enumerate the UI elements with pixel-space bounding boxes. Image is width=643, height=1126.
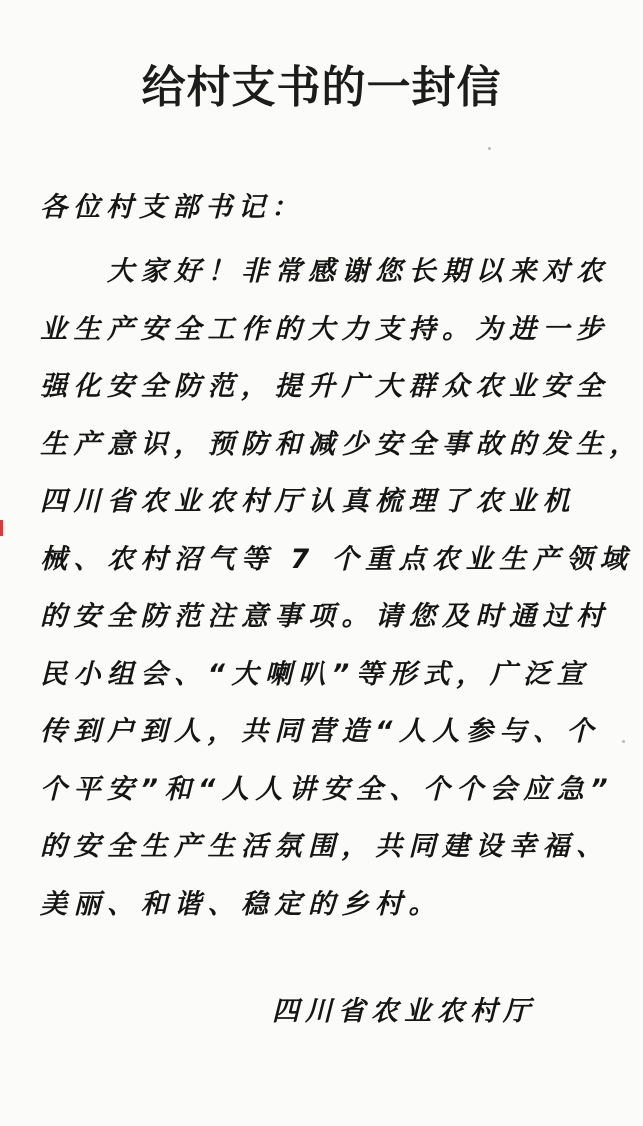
edge-mark (0, 520, 3, 536)
body-line: 的安全防范注意事项。请您及时通过村 (40, 601, 610, 632)
letter-signature: 四川省农业农村厅 (272, 996, 536, 1027)
body-line: 的安全生产生活氛围，共同建设幸福、 (40, 831, 610, 862)
scan-speck (488, 147, 491, 150)
body-line: 传到户到人，共同营造“人人参与、个 (40, 716, 600, 747)
body-line: 强化安全防范，提升广大群众农业安全 (40, 371, 610, 402)
body-line: 个平安”和“人人讲安全、个个会应急” (40, 773, 615, 805)
body-line: 业生产安全工作的大力支持。为进一步 (40, 313, 610, 345)
letter-title: 给村支书的一封信 (141, 62, 502, 113)
body-line: 四川省农业农村厅认真梳理了农业机 (40, 486, 576, 517)
letter-body (40, 243, 643, 933)
scan-speck (622, 740, 625, 743)
body-line: 械、农村沼气等 7 个重点农业生产领域 (40, 543, 634, 575)
body-line: 生产意识，预防和减少安全事故的发生， (40, 428, 643, 460)
body-line: 民小组会、“大喇叭”等形式，广泛宣 (40, 658, 591, 690)
body-line: 大家好！非常感谢您长期以来对农 (40, 256, 610, 287)
letter-salutation: 各位村支部书记： (40, 192, 304, 223)
body-line: 美丽、和谐、稳定的乡村。 (40, 888, 442, 920)
